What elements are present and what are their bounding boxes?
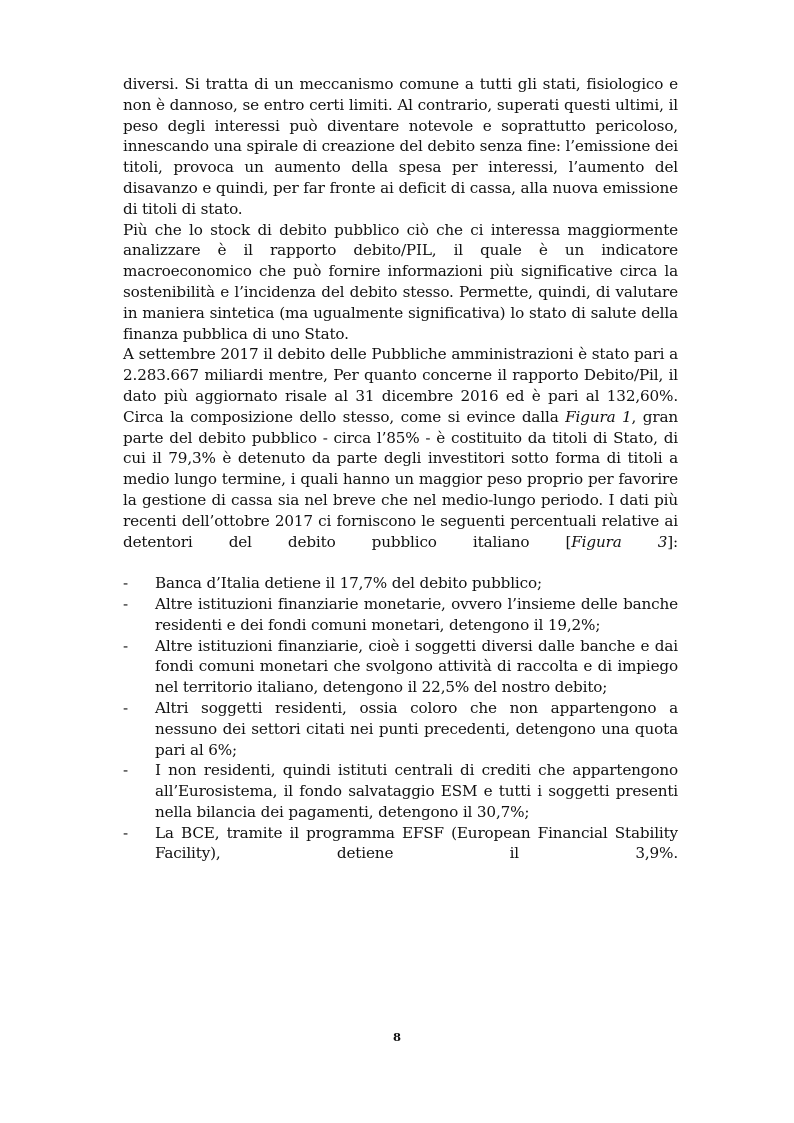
list-dash: - [123,574,128,593]
list-dash: - [123,761,128,780]
paragraph-debt-composition-text-1: A settembre 2017 il debito delle Pubbliche amministrazioni è stato pari a 2.283.667 miliardi mentre, Per quanto concerne il rapporto Debito/Pil, il dato più aggiornato risale al 31 dicembre 2016 ed è pari al 132,60%. Circa la composizione dello stesso, come si evince dalla [123,345,678,426]
list-dash: - [123,823,128,842]
list-dash: - [123,594,128,613]
paragraph-debt-composition-text-3: ]: [667,532,678,551]
document-body [123,74,678,864]
list-item-text: Altri soggetti residenti, ossia coloro che non appartengono a nessuno dei settori citati nei punti precedenti, detengono una quota pari al 6%; [155,698,678,759]
list-item-text: La BCE, tramite il programma EFSF (European Financial Stability Facility), detiene il 3,9%. [155,823,678,863]
list-dash: - [123,636,128,655]
list-item [123,698,678,760]
list-item-text: Banca d’Italia detiene il 17,7% del debito pubblico; [155,574,542,593]
debt-holders-list [123,573,678,864]
figure-1-reference: Figura 1 [565,407,632,426]
list-item [123,760,678,822]
list-item [123,823,678,865]
list-item-text: Altre istituzioni finanziarie, cioè i soggetti diversi dalle banche e dai fondi comuni monetari che svolgono attività di raccolta e di impiego nel territorio italiano, detengono il 22,5% del nostro debito; [155,636,678,697]
list-dash: - [123,698,128,717]
list-item-text: I non residenti, quindi istituti centrali di crediti che appartengono all’Eurosistema, il fondo salvataggio ESM e tutti i soggetti presenti nella bilancia dei pagamenti, detengono il 30,7%; [155,761,678,821]
paragraph-debt-composition [123,344,678,552]
list-item [123,636,678,698]
list-item [123,573,678,594]
figure-3-reference: Figura 3 [571,532,668,551]
paragraph-debt-composition-text-2: , gran parte del debito pubblico - circa l’85% - è costituito da titoli di Stato, di cui il 79,3% è detenuto da parte degli investitori sotto forma di titoli a medio lungo termine, i quali hanno un maggior peso proprio per favorire la gestione di cassa sia nel breve che nel medio-lungo periodo. I dati più recenti dell’ottobre 2017 ci forniscono le seguenti percentuali relative ai detentori del debito pubblico italiano [ [123,407,678,551]
paragraph-interest-spiral: diversi. Si tratta di un meccanismo comune a tutti gli stati, fisiologico e non è dannoso, se entro certi limiti. Al contrario, superati questi ultimi, il peso degli interessi può diventare notevole e soprattutto pericoloso, innescando una spirale di creazione del debito senza fine: l’emissione dei titoli, provoca un aumento della spesa per interessi, l’aumento del disavanzo e quindi, per far fronte ai deficit di cassa, alla nuova emissione di titoli di stato. [123,75,678,218]
paragraph-debt-gdp-ratio: Più che lo stock di debito pubblico ciò che ci interessa maggiormente analizzare è il rapporto debito/PIL, il quale è un indicatore macroeconomico che può fornire informazioni più significative circa la sostenibilità e l’incidenza del debito stesso. Permette, quindi, di valutare in maniera sintetica (ma ugualmente significativa) lo stato di salute della finanza pubblica di uno Stato. [123,220,678,343]
list-item-text: Altre istituzioni finanziarie monetarie, ovvero l’insieme delle banche residenti e dei fondi comuni monetari, detengono il 19,2%; [155,594,678,634]
list-item [123,594,678,636]
page-number: 8 [392,1030,401,1044]
